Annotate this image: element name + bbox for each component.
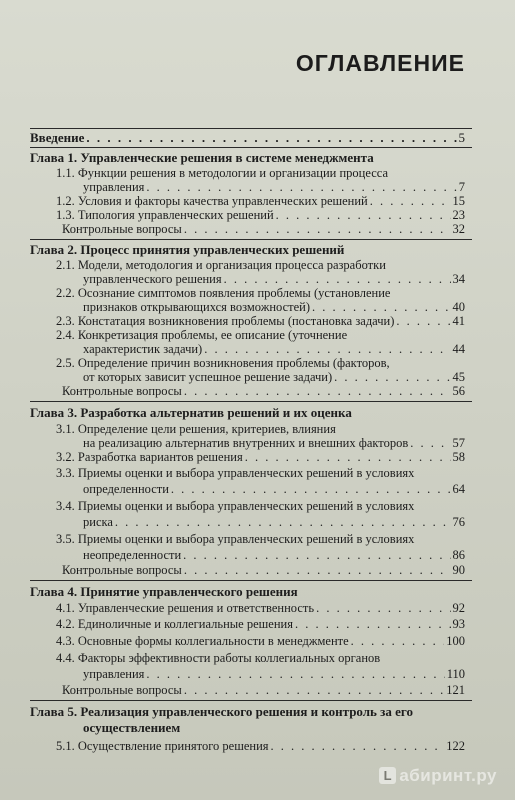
page-number: 100: [446, 634, 465, 648]
chapter-heading: Глава 1. Управленческие решения в системе менеджмента: [30, 150, 374, 165]
toc-item: [56, 739, 465, 753]
toc-item: [62, 222, 465, 236]
page-number: 121: [446, 683, 465, 697]
toc-item-label: характеристик задачи): [83, 342, 203, 356]
leader-dots: [351, 634, 445, 648]
toc-item-line: 2.1. Модели, методология и организация процесса разработки: [56, 258, 386, 272]
toc-item: [56, 208, 465, 222]
toc-item: [83, 342, 465, 356]
toc-item: [83, 370, 465, 384]
toc-item: [83, 180, 465, 194]
leader-dots: [146, 667, 444, 681]
chapter-heading: Глава 5. Реализация управленческого решения и контроль за его: [30, 704, 413, 719]
toc-item-label: управления: [83, 667, 145, 681]
toc-item-label: признаков открывающихся возможностей): [83, 300, 311, 314]
page-number: 90: [452, 563, 465, 577]
leader-dots: [224, 272, 451, 286]
toc-item: [83, 667, 465, 681]
page-number: 7: [458, 180, 465, 194]
leader-dots: [316, 601, 450, 615]
toc-item-label: Контрольные вопросы: [62, 683, 182, 697]
toc-item: [62, 683, 465, 697]
page-number: 93: [452, 617, 465, 631]
page-number: 15: [452, 194, 465, 208]
watermark-text: абиринт.ру: [399, 766, 497, 785]
toc-item: [62, 563, 465, 577]
toc-item-label: управленческого решения: [83, 272, 222, 286]
toc-item: [83, 436, 465, 450]
divider: [30, 239, 472, 240]
page-number: 92: [452, 601, 465, 615]
toc-item-label: на реализацию альтернатив внутренних и внешних факторов: [83, 436, 409, 450]
toc-item: [83, 548, 465, 562]
leader-dots: [410, 436, 450, 450]
toc-item-label: 1.3. Типология управленческих решений: [56, 208, 274, 222]
divider: [30, 147, 472, 148]
leader-dots: [312, 300, 450, 314]
page-number: 122: [446, 739, 465, 753]
toc-item-line: 2.4. Конкретизация проблемы, ее описание (уточнение: [56, 328, 348, 342]
watermark: [379, 766, 497, 786]
leader-dots: [183, 548, 450, 562]
toc-item-line: 3.5. Приемы оценки и выбора управленческих решений в условиях: [56, 532, 415, 546]
toc-item-label: Контрольные вопросы: [62, 563, 182, 577]
leader-dots: [184, 222, 451, 236]
leader-dots: [276, 208, 451, 222]
toc-item-label: 4.1. Управленческие решения и ответственность: [56, 601, 315, 615]
page-number: 40: [452, 300, 465, 314]
leader-dots: [184, 563, 451, 577]
toc-item-label: 4.2. Единоличные и коллегиальные решения: [56, 617, 293, 631]
page-number: 57: [452, 436, 465, 450]
divider: [30, 580, 472, 581]
page-number: 34: [452, 272, 465, 286]
divider: [30, 401, 472, 402]
page-number: 23: [452, 208, 465, 222]
toc-item: [83, 272, 465, 286]
toc-intro-label: Введение: [30, 130, 85, 145]
leader-dots: [184, 384, 451, 398]
page-number: 32: [452, 222, 465, 236]
page-number: 41: [452, 314, 465, 328]
page-number: 5: [458, 130, 465, 145]
leader-dots: [171, 482, 451, 496]
toc-item-label: от которых зависит успешное решение задачи): [83, 370, 333, 384]
leader-dots: [334, 370, 450, 384]
toc-item: [56, 194, 465, 208]
leader-dots: [146, 180, 456, 194]
toc-item: [83, 482, 465, 496]
toc-item: [83, 300, 465, 314]
toc-item-label: 4.3. Основные формы коллегиальности в менеджменте: [56, 634, 349, 648]
toc-item: [56, 617, 465, 631]
page-number: 56: [452, 384, 465, 398]
toc-item-label: Контрольные вопросы: [62, 384, 182, 398]
toc-item-label: неопределенности: [83, 548, 182, 562]
toc-item-line: 1.1. Функции решения в методологии и организации процесса: [56, 166, 389, 180]
leader-dots: [204, 342, 450, 356]
toc-item-line: 4.4. Факторы эффективности работы коллегиальных органов: [56, 651, 381, 665]
divider: [30, 700, 472, 701]
page-number: 44: [452, 342, 465, 356]
toc-item: [56, 314, 465, 328]
leader-dots: [271, 739, 445, 753]
toc-item-line: 2.5. Определение причин возникновения проблемы (факторов,: [56, 356, 390, 370]
leader-dots: [245, 450, 451, 464]
page-number: 58: [452, 450, 465, 464]
page-number: 86: [452, 548, 465, 562]
page-number: 76: [452, 515, 465, 529]
toc-item: [56, 634, 465, 648]
toc-item-label: 1.2. Условия и факторы качества управленческих решений: [56, 194, 368, 208]
toc-item-line: 3.3. Приемы оценки и выбора управленческих решений в условиях: [56, 466, 415, 480]
toc-item: [62, 384, 465, 398]
toc-item-label: определенности: [83, 482, 169, 496]
toc-item-line: 2.2. Осознание симптомов появления проблемы (установление: [56, 286, 391, 300]
watermark-logo: L: [379, 767, 396, 784]
chapter-heading: Глава 4. Принятие управленческого решения: [30, 584, 298, 599]
toc-item-label: Контрольные вопросы: [62, 222, 182, 236]
toc-item-label: 5.1. Осуществление принятого решения: [56, 739, 269, 753]
leader-dots: [295, 617, 451, 631]
toc-item-line: 3.1. Определение цели решения, критериев, влияния: [56, 422, 336, 436]
chapter-heading: Глава 2. Процесс принятия управленческих решений: [30, 242, 345, 257]
toc-item-label: управления: [83, 180, 145, 194]
toc-item-label: 2.3. Констатация возникновения проблемы (постановка задачи): [56, 314, 395, 328]
leader-dots: [86, 131, 456, 145]
leader-dots: [396, 314, 450, 328]
page-title: ОГЛАВЛЕНИЕ: [295, 50, 465, 76]
toc-item-label: 3.2. Разработка вариантов решения: [56, 450, 243, 464]
page-number: 45: [452, 370, 465, 384]
chapter-heading-cont: осуществлением: [83, 720, 181, 735]
toc-intro: [30, 131, 465, 145]
leader-dots: [115, 515, 451, 529]
leader-dots: [370, 194, 451, 208]
toc-item: [56, 450, 465, 464]
leader-dots: [184, 683, 444, 697]
page-number: 64: [452, 482, 465, 496]
toc-item: [83, 515, 465, 529]
page-number: 110: [446, 667, 465, 681]
toc-item-label: риска: [83, 515, 113, 529]
chapter-heading: Глава 3. Разработка альтернатив решений и их оценка: [30, 405, 352, 420]
toc-item: [56, 601, 465, 615]
divider: [30, 128, 472, 129]
toc-item-line: 3.4. Приемы оценки и выбора управленческих решений в условиях: [56, 499, 415, 513]
